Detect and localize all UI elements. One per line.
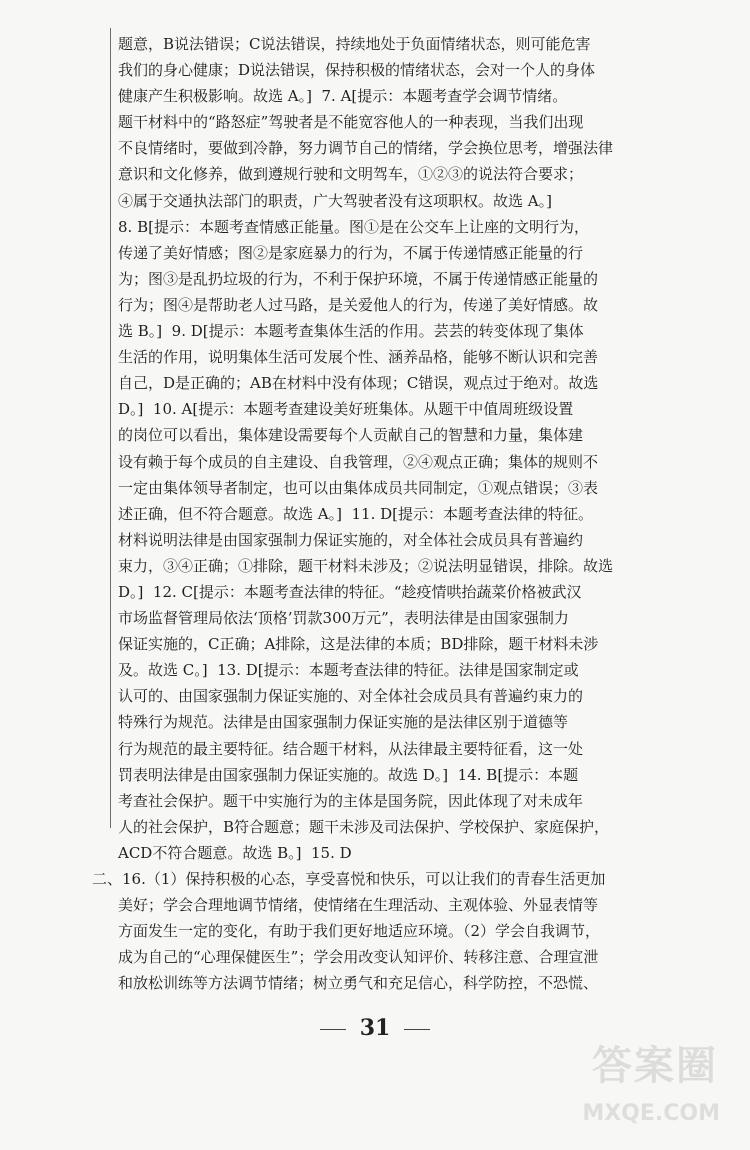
margin-rule xyxy=(110,28,111,828)
text-line: 人的社会保护，B符合题意；题干未涉及司法保护、学校保护、家庭保护， xyxy=(118,817,610,836)
text-line: D。] 12. C[提示：本题考查法律的特征。“趁疫情哄抬蔬菜价格被武汉 xyxy=(118,582,582,601)
text-line: 健康产生积极影响。故选 A。] 7. A[提示：本题考查学会调节情绪。 xyxy=(118,87,568,106)
section2-line: 美好；学会合理地调节情绪，使情绪在生理活动、主观体验、外显表情等 xyxy=(118,896,599,915)
text-line: 的岗位可以看出，集体建设需要每个人贡献自己的智慧和力量，集体建 xyxy=(118,426,584,445)
text-line: 认可的、由国家强制力保证实施的、对全体社会成员具有普遍约束力的 xyxy=(118,687,584,706)
text-line: 特殊行为规范。法律是由国家强制力保证实施的是法律区别于道德等 xyxy=(118,713,569,732)
text-line: 为；图③是乱扔垃圾的行为，不利于保护环境，不属于传递情感正能量的 xyxy=(118,269,599,288)
text-line: 意识和文化修养，做到遵规行驶和文明驾车，①②③的说法符合要求； xyxy=(118,165,584,184)
text-line: 8. B[提示：本题考查情感正能量。图①是在公交车上让座的文明行为， xyxy=(118,217,589,236)
text-line: 一定由集体领导者制定，也可以由集体成员共同制定，①观点错误；③表 xyxy=(118,478,599,497)
text-line: 选 B。] 9. D[提示：本题考查集体生活的作用。芸芸的转变体现了集体 xyxy=(118,322,584,341)
text-line: ④属于交通执法部门的职责，广大驾驶者没有这项职权。故选 A。] xyxy=(118,191,552,210)
text-line: 传递了美好情感；图②是家庭暴力的行为，不属于传递情感正能量的行 xyxy=(118,243,584,262)
watermark-text: 答案圈 xyxy=(592,1043,718,1089)
footer-dash-right xyxy=(404,1029,430,1030)
watermark-logo xyxy=(564,1030,724,1130)
answer-text-block xyxy=(92,31,644,996)
text-line: 罚表明法律是由国家强制力保证实施的。故选 D。] 14. B[提示：本题 xyxy=(118,765,579,784)
text-line: 市场监督管理局依法‘顶格’罚款300万元”，表明法律是由国家强制力 xyxy=(118,609,569,628)
section2-line: 方面发生一定的变化，有助于我们更好地适应环境。（2）学会自我调节， xyxy=(118,922,601,941)
text-line: 题意，B说法错误；C说法错误，持续地处于负面情绪状态，则可能危害 xyxy=(118,35,591,53)
text-line: ACD不符合题意。故选 B。] 15. D xyxy=(118,843,352,862)
text-line: 述正确，但不符合题意。故选 A。] 11. D[提示：本题考查法律的特征。 xyxy=(118,504,593,523)
text-line: 保证实施的，C正确；A排除，这是法律的本质；BD排除，题干材料未涉 xyxy=(118,635,599,654)
page-number: 31 xyxy=(359,1015,391,1041)
text-line: 考查社会保护。题干中实施行为的主体是国务院，因此体现了对未成年 xyxy=(118,791,584,810)
text-line: 行为规范的最主要特征。结合题干材料，从法律最主要特征看，这一处 xyxy=(118,739,584,758)
text-line: 材料说明法律是由国家强制力保证实施的，对全体社会成员具有普遍约 xyxy=(118,530,584,549)
footer-dash-left xyxy=(320,1029,346,1030)
text-line: 不良情绪时，要做到冷静，努力调节自己的情绪，学会换位思考，增强法律 xyxy=(118,139,614,158)
text-line: D。] 10. A[提示：本题考查建设美好班集体。从题干中值周班级设置 xyxy=(118,400,574,419)
section2-line: 成为自己的“心理保健医生”；学会用改变认知评价、转移注意、合理宣泄 xyxy=(118,948,599,967)
section2-line: 二、16.（1）保持积极的心态，享受喜悦和快乐，可以让我们的青春生活更加 xyxy=(92,870,606,888)
text-line: 我们的身心健康；D说法错误，保持积极的情绪状态，会对一个人的身体 xyxy=(118,61,596,80)
text-line: 及。故选 C。] 13. D[提示：本题考查法律的特征。法律是国家制定或 xyxy=(118,661,579,680)
text-line: 设有赖于每个成员的自主建设、自我管理，②④观点正确；集体的规则不 xyxy=(118,452,599,471)
section2-line: 和放松训练等方法调节情绪；树立勇气和充足信心，科学防控，不恐慌、 xyxy=(118,974,599,993)
text-line: 自己，D是正确的；AB在材料中没有体现；C错误，观点过于绝对。故选 xyxy=(118,374,599,393)
text-line: 题干材料中的“路怒症”驾驶者是不能宽容他人的一种表现，当我们出现 xyxy=(118,113,584,132)
watermark-url: MXQE.COM xyxy=(582,1101,720,1126)
text-line: 行为；图④是帮助老人过马路，是关爱他人的行为，传递了美好情感。故 xyxy=(118,295,599,314)
text-line: 生活的作用，说明集体生活可发展个性、涵养品格，能够不断认识和完善 xyxy=(118,348,599,367)
text-line: 束力，③④正确；①排除，题干材料未涉及；②说法明显错误，排除。故选 xyxy=(118,556,614,575)
